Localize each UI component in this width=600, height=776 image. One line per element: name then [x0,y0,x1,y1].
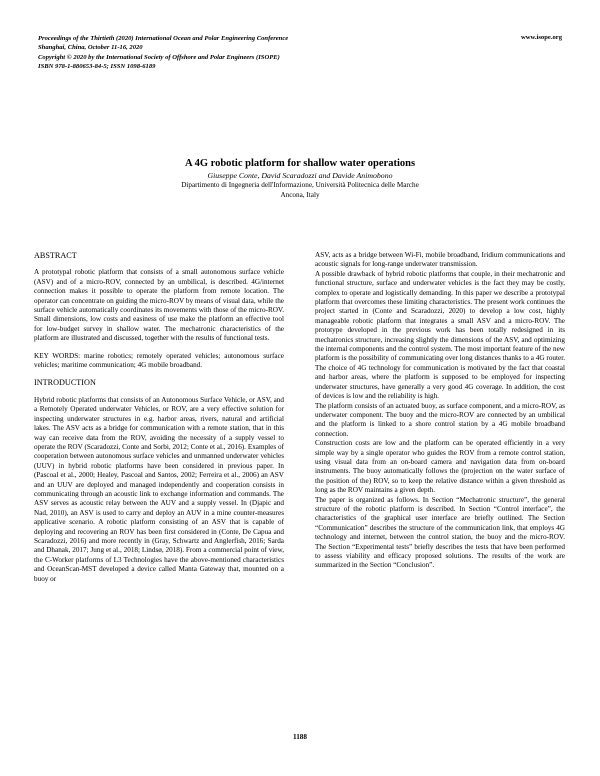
paper-location: Ancona, Italy [280,190,320,199]
right-column [315,251,565,571]
header-line: Shanghai, China, October 11-16, 2020 [38,44,143,52]
paragraph: A possible drawback of hybrid robotic platforms that couple, in their mechatronic and functional structure, surface and underwater vehicles is the fact they may be costly, complex to operate and logistically demanding. In this paper we describe a prototypal platform that overcomes these limiting characteristics. The present work continues the project started in (Conte and Scaradozzi, 2020) to develop a low cost, highly manageable robotic platform that integrates a small ASV and a micro-ROV. The prototype developed in the previous work has been totally redesigned in its mechatronics structure, increasing slightly the dimensions of the ASV, and optimizing the internal components and the control system. The most important feature of the new platform is the possibility of communicating over long distances thanks to a 4G router. The choice of 4G technology for communication is motivated by the fact that coastal and harbor areas, where the platform is supposed to be employed for inspecting underwater structures, have generally a very good 4G coverage. In addition, the cost of devices is low and the reliability is high. [315,269,565,401]
header-line: Copyright © 2020 by the International Society of Offshore and Polar Engineers (ISOPE) [38,53,280,61]
proceedings-header [38,34,458,72]
keywords: KEY WORDS: marine robotics; remotely operated vehicles; autonomous surface vehicles; maritime communication; 4G mobile broadband. [34,351,284,370]
paper-affiliation: Dipartimento di Ingegneria dell'Informazione, Università Politecnica delle Marche [181,181,419,189]
paper-title: A 4G robotic platform for shallow water operations [184,158,416,169]
page-number: 1188 [293,733,307,741]
title-block [0,157,600,200]
abstract-heading: ABSTRACT [34,251,77,260]
introduction-heading: INTRODUCTION [34,378,96,388]
header-line: ISBN 978-1-880653-84-5; ISSN 1098-6189 [38,63,156,71]
paragraph: Construction costs are low and the platform can be operated efficiently in a very simple way by a single operator who guides the ROV from a remote control station, using visual data from an on-board camera and navigation data from on-board instruments. The buoy automatically follows the (projection on the water surface of the position of the) ROV, so to keep the relative distance within a given threshold as long as the ROV maintains a given depth. [315,439,565,495]
paper-authors: Giuseppe Conte, David Scaradozzi and Davide Animobono [207,171,393,180]
introduction-text: Hybrid robotic platforms that consists of an Autonomous Surface Vehicle, or ASV, and a Remotely Operated underwater Vehicles, or ROV, are a very effective solution for inspecting underwater structures in e.g. harbor areas, rivers, natural and artificial lakes. The ASV acts as a bridge for communication with a remote station, that in this way can receive data from the ROV, avoiding the necessity of a supply vessel to operate the ROV (Scaradozzi, Conte and Sorbi, 2012; Conte et al., 2016). Examples of cooperation between autonomous surface vehicles and unmanned underwater vehicles (UUV) in hybrid robotic platforms have been considered in previous paper. In (Pascoal et al., 2000; Healey, Pascoal and Santos, 2002; Ferreira et al., 2006) an ASV and an UUV are deployed and managed independently and cooperation consists in communicating through an acoustic link to exchange information and commands. The ASV serves as acoustic relay between the AUV and a supply vessel. In (Djapic and Nad, 2010), an ASV is used to carry and deploy an AUV in a mine counter-measures applicative scenario. A robotic platform consisting of an ASV that is capable of deploying and recovering an ROV has been first considered in (Conte, De Capua and Scaradozzi, 2016) and more recently in (Gray, Schwartz and Anglerfish, 2016; Sarda and Dhanak, 2017; Jung et al., 2018; Lindsø, 2018). From a commercial point of view, the C-Worker platforms of L3 Technologies have the above-mentioned characteristics and OceanScan-MST developed a device called Manta Gateway that, mounted on a buoy or [34,395,284,583]
left-column [34,251,284,584]
paragraph: ASV, acts as a bridge between Wi-Fi, mobile broadband, Iridium communications and acoustic signals for long-range underwater transmission. [315,251,565,269]
abstract-text: A prototypal robotic platform that consists of a small autonomous surface vehicle (ASV) and of a micro-ROV, connected by an umbilical, is described. 4G/internet connection makes it possible to operate the platform from remote location. The operator can concentrate on guiding the micro-ROV by means of visual data, while the surface vehicle automatically coordinates its movements with those of the micro-ROV. Small dimensions, low costs and easiness of use make the platform an effective tool for low-budget survey in shallow water. The mechatronic characteristics of the platform are illustrated and discussed, together with the results of functional tests. [34,268,284,343]
paragraph: The platform consists of an actuated buoy, as surface component, and a micro-ROV, as underwater component. The buoy and the micro-ROV are connected by an umbilical and the platform is linked to a shore control station by a 4G mobile broadband connection. [315,401,565,438]
paragraph: The paper is organized as follows. In Section “Mechatronic structure”, the general structure of the robotic platform is described. In Section “Control interface”, the characteristics of the graphical user interface are briefly outlined. The Section “Communication” describes the structure of the communication link, that employs 4G technology and internet, between the control station, the buoy and the micro-ROV. The Section “Experimental tests” briefly describes the tests that have been performed to assess viability and efficacy proposed solutions. The results of the work are summarized in the Section “Conclusion”. [315,495,565,570]
header-url[interactable]: www.isope.org [520,34,562,41]
header-line: Proceedings of the Thirtieth (2020) International Ocean and Polar Engineering Conference [38,35,289,42]
